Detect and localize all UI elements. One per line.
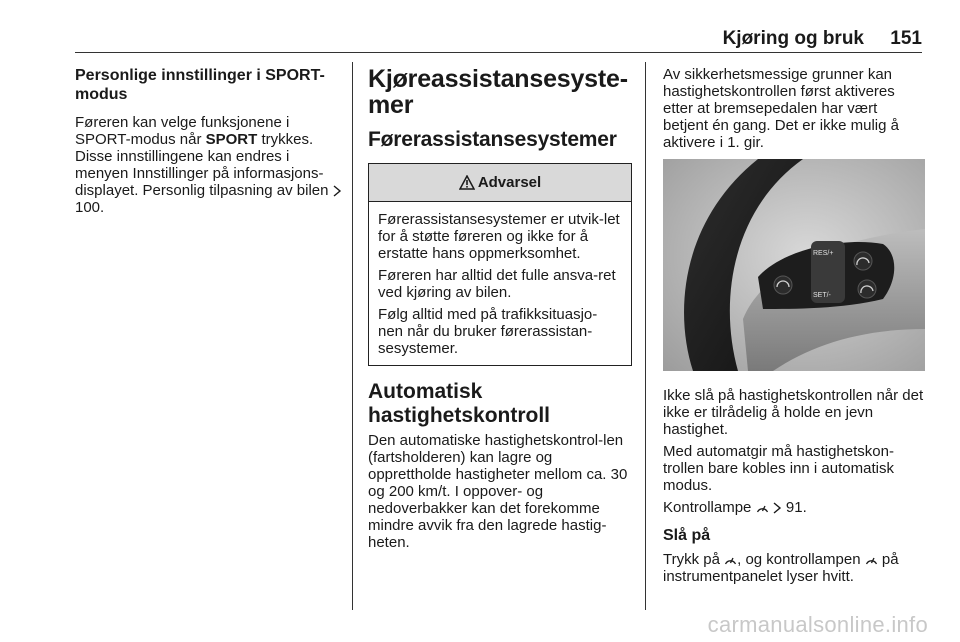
turn-on-paragraph bbox=[663, 551, 925, 585]
page-ref: 100. bbox=[75, 199, 105, 216]
warning-title: Advarsel bbox=[477, 174, 542, 191]
main-heading: Kjøreassistansesyste-mer bbox=[368, 65, 628, 119]
warning-body bbox=[369, 202, 631, 365]
warning-box bbox=[368, 163, 632, 366]
warning-paragraph-3: Følg alltid med på trafikksituasjo-nen når du bruker førerassistan-sesystemer. bbox=[378, 306, 598, 357]
steady-speed-paragraph: Ikke slå på hastighetskontrollen når det ikke er tilrådelig å holde en jevn hastighet. bbox=[663, 387, 924, 438]
header-rule bbox=[75, 52, 922, 53]
header-title: Kjøring og bruk bbox=[722, 28, 864, 49]
sport-settings-heading: Personlige innstillinger i SPORT-modus bbox=[75, 67, 325, 103]
sport-keyword: SPORT bbox=[205, 131, 258, 148]
column-1 bbox=[75, 66, 343, 221]
automatic-gear-paragraph: Med automatgir må hastighetskon-trollen bare kobles inn i automatisk modus. bbox=[663, 443, 894, 494]
page-number: 151 bbox=[890, 28, 922, 49]
column-divider-1 bbox=[352, 62, 353, 610]
column-divider-2 bbox=[645, 62, 646, 610]
turn-on-heading: Slå på bbox=[663, 527, 711, 544]
cruise-control-icon bbox=[865, 554, 878, 566]
cruise-control-icon bbox=[756, 502, 769, 514]
res-label: RES/+ bbox=[813, 250, 834, 257]
column-3 bbox=[663, 66, 925, 590]
text-run: , og kontrollampen bbox=[737, 551, 865, 568]
text-run: trykkes. Disse innstillingene kan endres i menyen Innstillinger på informasjons-displayet. Personlig tilpasning av bilen bbox=[75, 131, 333, 199]
safety-paragraph: Av sikkerhetsmessige grunner kan hastighetskontrollen først aktiveres etter at bremsepedalen har vært betjent én gang. Det er ikke mulig å aktivere i 1. gir. bbox=[663, 66, 899, 151]
warning-paragraph-2: Føreren har alltid det fulle ansva-ret ved kjøring av bilen. bbox=[378, 267, 616, 301]
warning-triangle-icon bbox=[459, 175, 475, 190]
text-run: Trykk på bbox=[663, 551, 725, 568]
column-2 bbox=[368, 66, 634, 556]
warning-paragraph-1: Førerassistansesystemer er utvik-let for å støtte føreren og ikke for å erstatte hans oppmerksomhet. bbox=[378, 211, 620, 262]
sport-settings-paragraph bbox=[75, 114, 343, 216]
page-ref-arrow-icon bbox=[333, 185, 342, 197]
set-label: SET/- bbox=[813, 292, 831, 299]
cruise-paragraph-1: Den automatiske hastighetskontrol-len (fartsholderen) kan lagre og opprettholde hastigheter mellom ca. 30 og 200 km/t. I oppover- og nedoverbakker kan det forekomme mindre avvik fra den lagrede hastig-heten. bbox=[368, 432, 628, 551]
page-ref-arrow-icon bbox=[773, 502, 782, 514]
section-heading-cruise: Automatisk hastighetskontroll bbox=[368, 380, 551, 427]
section-heading-driver-assist: Førerassistansesystemer bbox=[368, 128, 617, 151]
cruise-control-icon bbox=[724, 554, 737, 566]
text-run: Kontrollampe bbox=[663, 499, 756, 516]
acc-button bbox=[858, 280, 876, 298]
text-run: på instrumentpanelet lyser hvitt. bbox=[663, 551, 899, 585]
warning-header bbox=[369, 164, 631, 202]
watermark: carmanualsonline.info bbox=[707, 612, 928, 637]
speed-limiter-button bbox=[854, 252, 872, 270]
indicator-paragraph bbox=[663, 499, 925, 516]
page-ref: 91. bbox=[785, 499, 807, 516]
page-header bbox=[75, 24, 922, 54]
text-run: Føreren kan velge funksjonene i SPORT-modus når bbox=[75, 114, 290, 148]
steering-wheel-photo bbox=[663, 159, 925, 371]
